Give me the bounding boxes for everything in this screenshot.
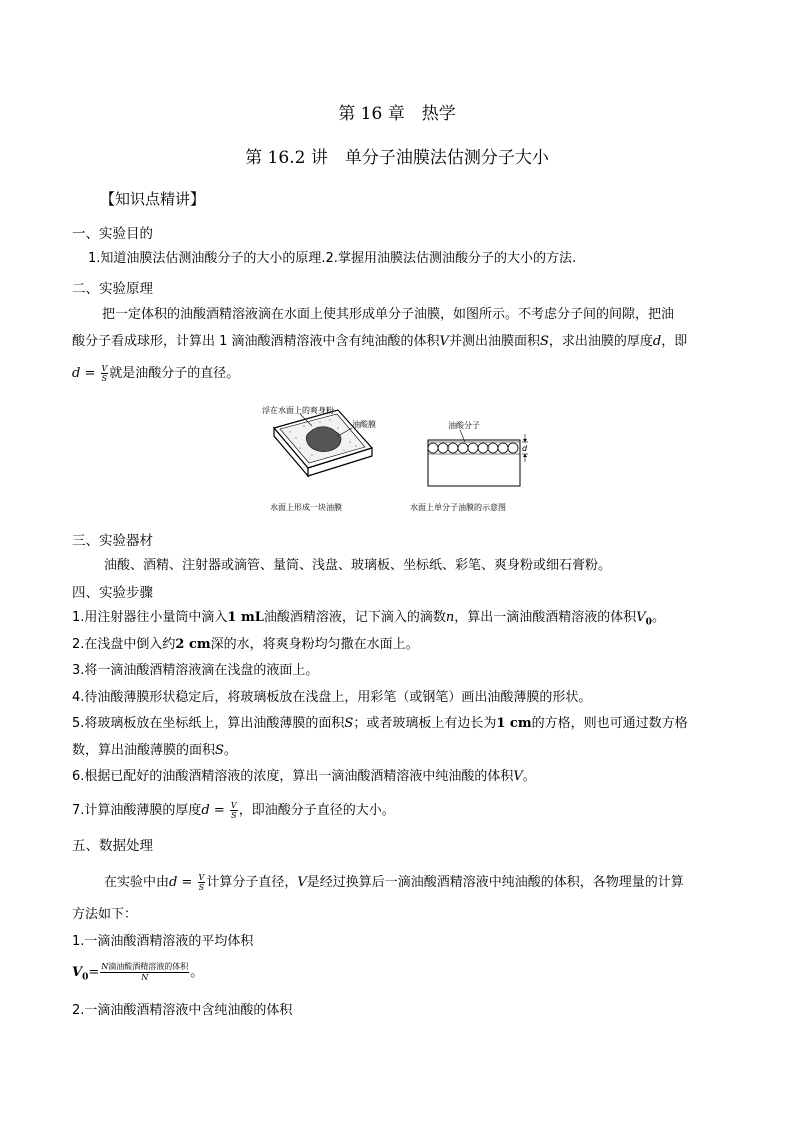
data-text: 是经过换算后一滴油酸酒精溶液中纯油酸的体积，各物理量的计算 [306,875,684,890]
experiment-figure [260,400,540,518]
step-6 [72,769,536,785]
fraction-numerator: V [101,364,108,373]
equals-sign: = [181,875,193,890]
principle-line-3 [72,364,239,383]
formula-end: 。 [190,965,204,980]
var-s: S [539,334,549,349]
var-d: d [652,334,662,349]
step-text: 油酸酒精溶液，记下滴入的滴数 [263,610,446,625]
fraction-v-over-s [198,873,206,892]
caption-left: 水面上形成一块油膜 [270,503,342,512]
heading-equipment: 三、实验器材 [72,533,153,549]
data-line-2: 方法如下： [72,907,138,922]
data-text: 计算分子直径， [206,875,298,890]
step-text: 2.在浅盘中倒入约 [72,637,176,652]
var-d: d [72,366,81,381]
volume-value: 1 mL [227,610,264,625]
var-v: V [297,875,307,890]
fraction-numerator [100,962,189,973]
fraction-denominator [100,973,189,983]
fraction-numerator: V [198,873,205,882]
step-text: 1.用注射器往小量筒中滴入 [72,610,228,625]
var-v: V [513,769,523,784]
fraction-denominator: S [101,374,108,383]
step-text: ，即油酸分子直径的大小。 [238,803,395,818]
var-v0: V [636,610,646,625]
cross-section-diagram [428,430,528,486]
data-text: 在实验中由 [104,875,170,890]
fraction-denominator: S [231,811,237,820]
fraction-denominator: S [198,883,205,892]
fraction-numerator: V [230,801,237,810]
step-text: 6.根据已配好的油酸酒精溶液的浓度，算出一滴油酸酒精溶液中纯油酸的体积 [72,769,514,784]
caption-right: 水面上单分子油膜的示意图 [410,503,506,512]
equipment-text: 油酸、酒精、注射器或滴管、量筒、浅盘、玻璃板、坐标纸、彩笔、爽身粉或细石膏粉。 [104,558,612,573]
step-text: 。 [651,610,665,625]
principle-text: 并测出油膜面积 [448,334,540,349]
label-d: d [522,444,528,453]
var-s: S [215,743,224,758]
label-oil-film: 油酸膜 [352,420,376,429]
lesson-title: 第 16.2 讲 单分子油膜法估测分子大小 [245,148,549,168]
heading-principle: 二、实验原理 [72,281,153,297]
section-tag: 【知识点精讲】 [100,190,206,208]
step-2 [72,637,419,653]
var-v0: V [72,965,83,980]
heading-data: 五、数据处理 [72,838,153,854]
numerator-text: 滴油酸酒精溶液的体积 [108,962,189,971]
var-s: S [344,716,354,731]
step-text: 。 [522,769,536,784]
label-oil-molecule: 油酸分子 [448,421,480,430]
grid-size-value: 1 cm [496,716,532,731]
step-1 [72,610,665,628]
fraction-v-over-s [101,364,109,383]
equals-sign: = [213,803,225,818]
step-text: ；或者玻璃板上有边长为 [353,716,497,731]
var-d: d [169,875,178,890]
equals-sign: = [88,965,100,980]
equals-sign: = [84,366,96,381]
depth-value: 2 cm [175,637,211,652]
var-v: V [439,334,449,349]
step-text: 。 [223,743,237,758]
step-text: 7.计算油酸薄膜的厚度 [72,803,202,818]
label-powder: 浮在水面上的爽身粉 [262,406,334,415]
step-text: 深的水，将爽身粉均匀撒在水面上。 [210,637,419,652]
step-text: 数，算出油酸薄膜的面积 [72,743,216,758]
step-5 [72,716,688,732]
var-n-cap: N [101,962,109,971]
fraction-v-over-s [230,801,238,820]
purpose-text: 1.知道油膜法估测油酸分子的大小的原理.2.掌握用油膜法估测油酸分子的大小的方法. [88,251,577,266]
subscript-0: 0 [82,972,89,983]
principle-text: ，求出油膜的厚度 [548,334,653,349]
principle-text: ，即 [661,334,688,349]
principle-line-2 [72,334,687,350]
heading-purpose: 一、实验目的 [72,226,153,242]
principle-line-1: 把一定体积的油酸酒精溶液滴在水面上使其形成单分子油膜，如图所示。不考虑分子间的间隙，把油 [102,307,675,322]
formula-v0 [72,962,203,983]
var-n: n [445,610,455,625]
step-5-cont [72,743,237,759]
step-text: 5.将玻璃板放在坐标纸上，算出油酸薄膜的面积 [72,716,345,731]
data-item-1: 1.一滴油酸酒精溶液的平均体积 [72,934,254,949]
chapter-title: 第 16 章 热学 [338,104,456,124]
fraction-v0 [100,962,189,983]
var-d: d [201,803,210,818]
step-text: ，算出一滴油酸酒精溶液的体积 [454,610,637,625]
data-line-1 [104,873,684,892]
principle-text: 就是油酸分子的直径。 [109,366,240,381]
heading-steps: 四、实验步骤 [72,585,153,601]
step-4: 4.待油酸薄膜形状稳定后，将玻璃板放在浅盘上，用彩笔（或钢笔）画出油酸薄膜的形状。 [72,690,592,705]
subscript-0: 0 [645,617,652,628]
step-3: 3.将一滴油酸酒精溶液滴在浅盘的液面上。 [72,663,319,678]
step-7 [72,801,395,820]
principle-text: 酸分子看成球形，计算出 1 滴油酸酒精溶液中含有纯油酸的体积 [72,334,440,349]
step-text: 的方格，则也可通过数方格 [531,716,688,731]
var-n-cap: N [141,973,149,982]
data-item-2: 2.一滴油酸酒精溶液中含纯油酸的体积 [72,1003,293,1018]
